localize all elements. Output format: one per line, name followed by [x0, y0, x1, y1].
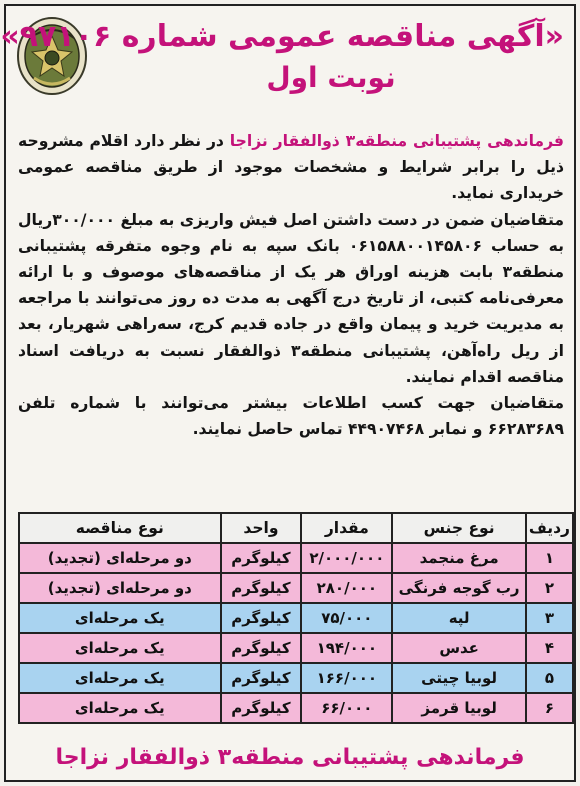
row-number: ۳ [526, 603, 573, 633]
footer-organization: فرماندهی پشتیبانی منطقه۳ ذوالفقار نزاجا [55, 745, 525, 770]
tender-notice [0, 4, 576, 782]
item-unit: کیلوگرم [221, 573, 302, 603]
item-name: عدس [392, 633, 525, 663]
row-number: ۵ [526, 663, 573, 693]
item-name: لوبیا چیتی [392, 663, 525, 693]
item-name: لوبیا قرمز [392, 693, 525, 723]
table-row [19, 543, 573, 573]
paragraph-intro [18, 128, 564, 207]
header [0, 16, 564, 106]
tender-type: یک مرحله‌ای [19, 663, 221, 693]
table-row [19, 693, 573, 723]
item-unit: کیلوگرم [221, 543, 302, 573]
tender-type: دو مرحله‌ای (تجدید) [19, 573, 221, 603]
item-unit: کیلوگرم [221, 663, 302, 693]
item-unit: کیلوگرم [221, 603, 302, 633]
header-quantity: مقدار [301, 513, 392, 543]
item-quantity: ۱۶۶/۰۰۰ [301, 663, 392, 693]
header-row-number: ردیف [526, 513, 573, 543]
header-item-type: نوع جنس [392, 513, 525, 543]
item-quantity: ۷۵/۰۰۰ [301, 603, 392, 633]
item-unit: کیلوگرم [221, 693, 302, 723]
row-number: ۱ [526, 543, 573, 573]
header-tender-type: نوع مناقصه [19, 513, 221, 543]
paragraph-payment: متقاضیان ضمن در دست داشتن اصل فیش واریزی به مبلغ ۳۰۰/۰۰۰ریال به حساب ۰۶۱۵۸۸۰۰۱۴۵۸۰۶ بانک سپه به نام وجوه متفرقه پشتیبانی منطقه۳ بابت هزینه اوراق هر یک از مناقصه‌های موصوف و با ارائه معرفی‌نامه کتبی، از تاریخ درج آگهی به مدت ده روز می‌توانند با مراجعه به مدیریت خرید و پیمان واقع در جاده قدیم کرج، سه‌راهی شهریار، بعد از ریل راه‌آهن، پشتیبانی منطقه۳ ذوالفقار نسبت به دریافت اسناد مناقصه اقدام نمایند. [18, 210, 564, 386]
tender-type: یک مرحله‌ای [19, 603, 221, 633]
tender-type: دو مرحله‌ای (تجدید) [19, 543, 221, 573]
notice-title: «آگهی مناقصه عمومی شماره ۹۷۱۰۶» [0, 19, 564, 54]
row-number: ۲ [526, 573, 573, 603]
tender-type: یک مرحله‌ای [19, 633, 221, 663]
item-quantity: ۲/۰۰۰/۰۰۰ [301, 543, 392, 573]
item-quantity: ۲۸۰/۰۰۰ [301, 573, 392, 603]
paragraph-contact: متقاضیان جهت کسب اطلاعات بیشتر می‌توانند با شماره تلفن ۶۶۲۸۳۶۸۹ و نمابر ۴۴۹۰۷۴۶۸ تماس حاصل نمایند. [18, 394, 564, 439]
item-unit: کیلوگرم [221, 633, 302, 663]
item-name: مرغ منجمد [392, 543, 525, 573]
item-quantity: ۶۶/۰۰۰ [301, 693, 392, 723]
header-unit: واحد [221, 513, 302, 543]
tender-type: یک مرحله‌ای [19, 693, 221, 723]
organization-name: فرماندهی پشتیبانی منطقه۳ ذوالفقار نزاجا [229, 132, 564, 150]
notice-round: نوبت اول [266, 61, 396, 94]
intro-text: در نظر دارد اقلام مشروحه ذیل را برابر شرایط و مشخصات موجود از طریق مناقصه عمومی خریداری نماید. [18, 132, 564, 203]
table-row [19, 573, 573, 603]
item-name: لپه [392, 603, 525, 633]
row-number: ۴ [526, 633, 573, 663]
table-row [19, 663, 573, 693]
items-table [18, 512, 574, 724]
item-name: رب گوجه فرنگی [392, 573, 525, 603]
table-header-row [19, 513, 573, 543]
item-quantity: ۱۹۴/۰۰۰ [301, 633, 392, 663]
row-number: ۶ [526, 693, 573, 723]
table-row [19, 633, 573, 663]
table-row [19, 603, 573, 633]
notice-body [18, 128, 564, 442]
